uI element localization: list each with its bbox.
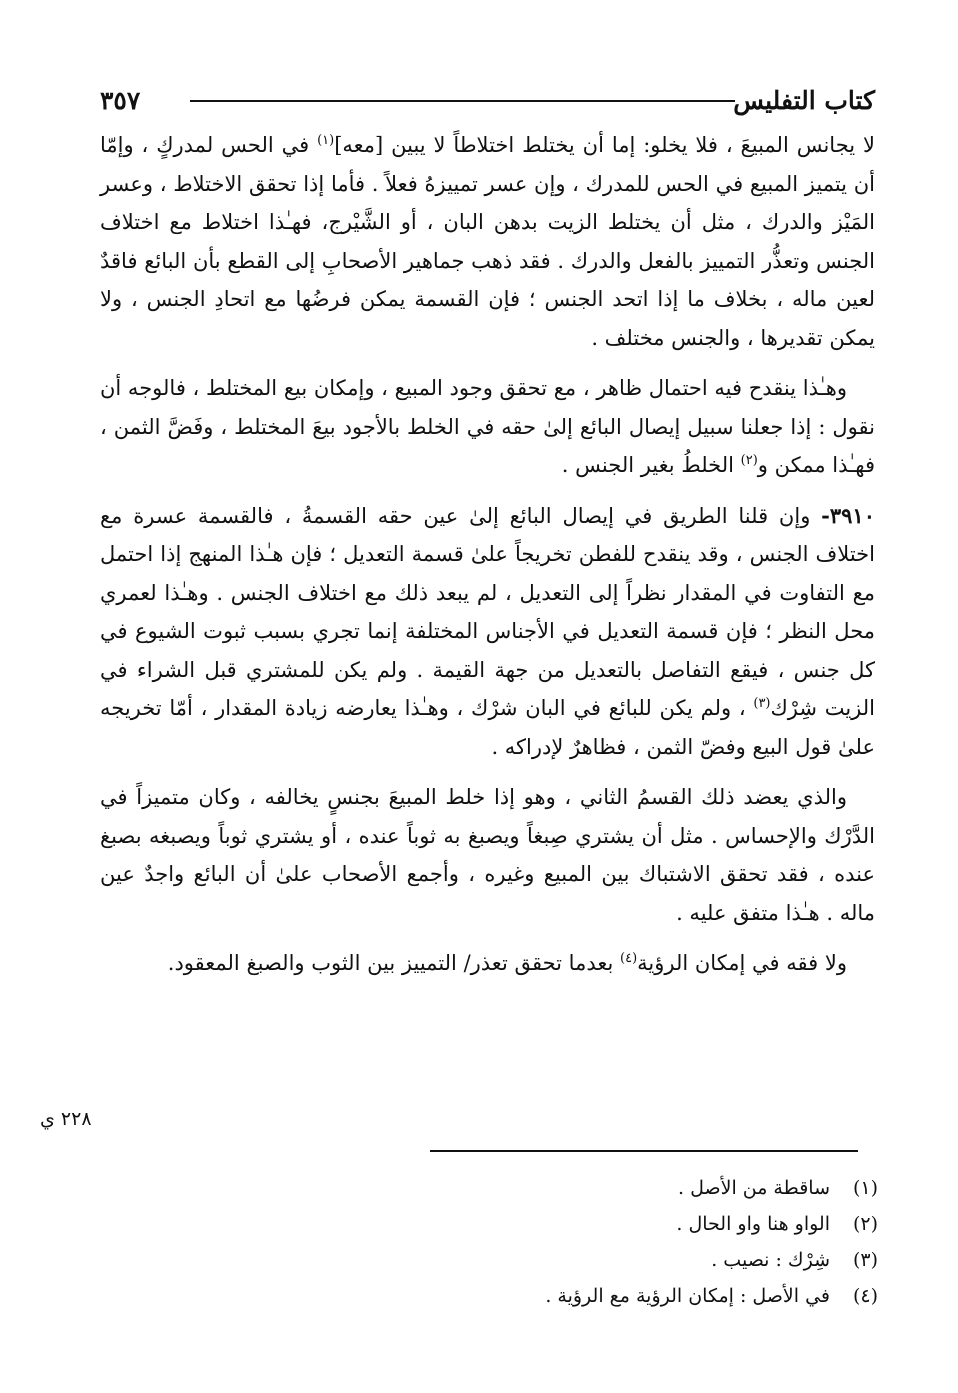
paragraph-text: والذي يعضد ذلك القسمُ الثاني ، وهو إذا خلط المبيعَ بجنسٍ يخالفه ، وكان متميزاً في الدَّرْك والإحساس . مثل أن يشتري صِبغاً ويصبغ به ثوباً عنده ، أو يشتري ثوباً ويصبغه بصبغ عنده ، فقد تحقق الاشتباك بين المبيع وغيره ، وأجمع الأصحاب علىٰ أن البائع واجدٌ عين ماله . هـٰذا متفق عليه .	[100, 785, 875, 925]
footnote-number: (٢)	[852, 1213, 878, 1235]
paragraph-text: وهـٰذا ينقدح فيه احتمال ظاهر ، مع تحقق وجود المبيع ، وإمكان بيع المختلط ، فالوجه أن نقول : إذا جعلنا سبيل إيصال البائع إلىٰ حقه في الخلط بالأجود بيعَ المختلط ، وفَضَّ الثمن ، فهـٰذا ممكن و	[100, 376, 875, 477]
main-text	[100, 126, 875, 995]
paragraph	[100, 369, 875, 485]
page-number: ٣٥٧	[100, 86, 141, 115]
footnote-number: (٤)	[852, 1285, 878, 1307]
section-number: ٣٩١٠-	[821, 502, 875, 528]
paragraph-text: ، ولم يكن للبائع في البان شرْك ، وهـٰذا يعارضه زيادة المقدار ، أمّا تخريجه علىٰ قول البيع وفضّ الثمن ، فظاهرٌ لإدراكه .	[100, 696, 875, 759]
footnote-item	[118, 1242, 878, 1278]
paragraph	[100, 778, 875, 932]
paragraph-text: الخلطُ بغير الجنس .	[561, 453, 741, 477]
footnote-ref: (٢)	[740, 453, 758, 468]
footnote-text: الواو هنا واو الحال .	[676, 1213, 830, 1235]
footnote-item	[118, 1170, 878, 1206]
footnote-item	[118, 1206, 878, 1242]
paragraph-text: لا يجانس المبيعَ ، فلا يخلو: إما أن يختلط اختلاطاً لا يبين [معه]	[334, 133, 875, 157]
footnote-number: (١)	[852, 1177, 878, 1199]
paragraph	[100, 497, 875, 767]
paragraph-text: في الحس لمدركٍ ، وإمّا أن يتميز المبيع في الحس للمدرك ، وإن عسر تمييزهُ فعلاً . فأما إذا تحقق الاختلاط ، وعسر المَيْز والدرك ، مثل أن يختلط الزيت بدهن البان ، أو الشَّيْرج، فهـٰذا اختلاط مع اختلاف الجنس وتعذُّر التمييز بالفعل والدرك . فقد ذهب جماهير الأصحابِ إلى القطع بأن البائع فاقدٌ لعين ماله ، بخلاف ما إذا اتحد الجنس ؛ فإن القسمة يمكن فرضُها مع اتحادِ الجنس ، ولا يمكن تقديرها ، والجنس مختلف .	[100, 133, 875, 350]
page-header	[100, 78, 875, 128]
paragraph-text: بعدما تحقق تعذر/ التمييز بين الثوب والصبغ المعقود.	[167, 951, 620, 975]
footnote-ref: (١)	[317, 133, 335, 148]
footnote-text: شِرْك : نصيب .	[711, 1249, 830, 1271]
paragraph	[100, 126, 875, 357]
paragraph	[100, 944, 875, 983]
paragraph-text: ولا فقه في إمكان الرؤية	[637, 951, 847, 975]
footnote-text: في الأصل : إمكان الرؤية مع الرؤية .	[545, 1285, 830, 1307]
footnote-item	[118, 1278, 878, 1314]
footnote-text: ساقطة من الأصل .	[678, 1177, 830, 1199]
footnote-separator	[430, 1150, 858, 1152]
paragraph-text: وإن قلنا الطريق في إيصال البائع إلىٰ عين حقه القسمةُ ، فالقسمة عسرة مع اختلاف الجنس ، وقد ينقدح للفطن تخريجاً علىٰ قسمة التعديل ؛ فإن هـٰذا المنهج إذا احتمل مع التفاوت في المقدار نظراً إلى التعديل ، لم يبعد ذلك مع اختلاف الجنس . وهـٰذا لعمري محل النظر ؛ فإن قسمة التعديل في الأجناس المختلفة إنما تجري بسبب ثبوت الشيوع في كل جنس ، فيقع التفاصل بالتعديل من جهة القيمة . ولم يكن للمشتري قبل الشراء في الزيت شِرْك	[100, 503, 875, 720]
header-rule	[190, 100, 735, 102]
footnotes	[118, 1170, 878, 1314]
footnote-ref: (٤)	[620, 951, 638, 966]
manuscript-folio-note: ٢٢٨ ي	[40, 1108, 92, 1130]
footnote-ref: (٣)	[753, 696, 771, 711]
footnote-number: (٣)	[852, 1249, 878, 1271]
running-title: كتاب التفليس	[733, 86, 875, 115]
